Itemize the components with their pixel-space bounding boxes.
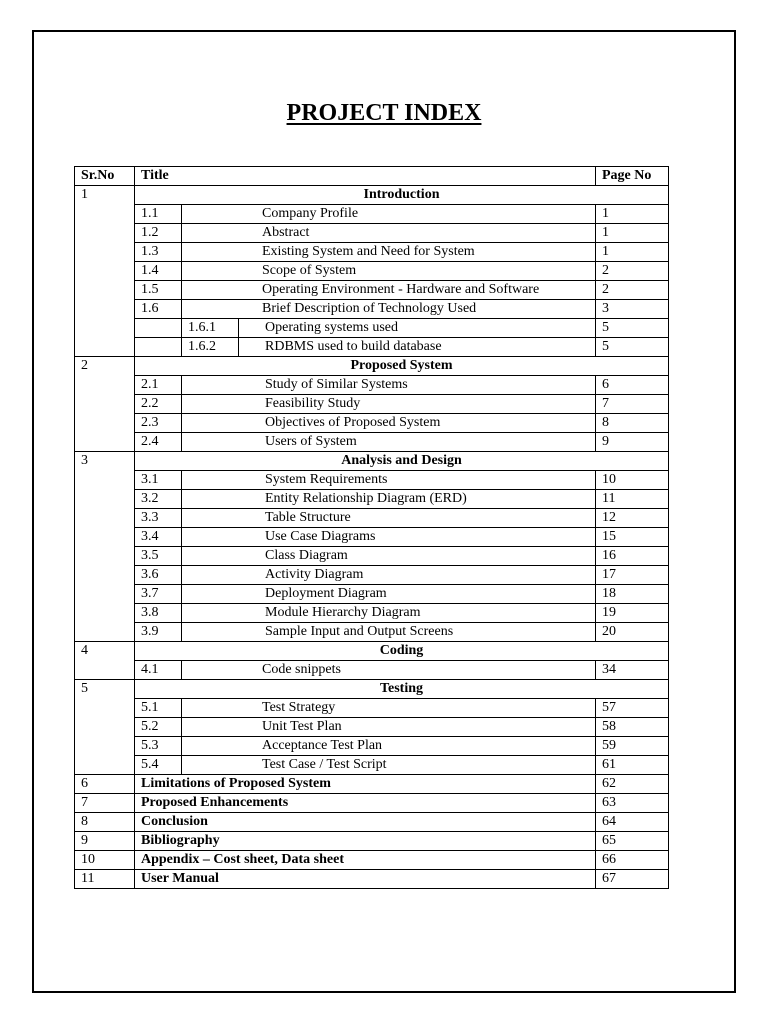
section-title: Conclusion [135, 813, 596, 832]
item-number: 3.2 [135, 490, 182, 509]
table-row [75, 566, 669, 585]
item-number: 5.3 [135, 737, 182, 756]
section-row [75, 357, 669, 376]
table-row [75, 414, 669, 433]
section-title: Bibliography [135, 832, 596, 851]
item-number: 5.2 [135, 718, 182, 737]
item-number: 1.1 [135, 205, 182, 224]
section-row [75, 186, 669, 205]
section-title: Coding [135, 642, 669, 661]
item-title: Entity Relationship Diagram (ERD) [182, 490, 596, 509]
table-row [75, 528, 669, 547]
item-page: 19 [596, 604, 669, 623]
section-title: User Manual [135, 870, 596, 889]
section-number: 1 [75, 186, 135, 205]
item-number: 3.5 [135, 547, 182, 566]
table-row [75, 205, 669, 224]
item-title: Brief Description of Technology Used [182, 300, 596, 319]
table-row [75, 395, 669, 414]
section-row [75, 642, 669, 661]
section-title: Appendix – Cost sheet, Data sheet [135, 851, 596, 870]
item-page: 59 [596, 737, 669, 756]
item-page: 5 [596, 338, 669, 357]
item-number: 2.1 [135, 376, 182, 395]
item-number: 1.3 [135, 243, 182, 262]
item-title: Sample Input and Output Screens [182, 623, 596, 642]
item-title: Feasibility Study [182, 395, 596, 414]
item-title: Class Diagram [182, 547, 596, 566]
section-number: 3 [75, 452, 135, 471]
item-page: 16 [596, 547, 669, 566]
item-page: 17 [596, 566, 669, 585]
item-page: 3 [596, 300, 669, 319]
item-title: Use Case Diagrams [182, 528, 596, 547]
item-title: Deployment Diagram [182, 585, 596, 604]
item-title: Scope of System [182, 262, 596, 281]
table-row [75, 433, 669, 452]
item-title: Module Hierarchy Diagram [182, 604, 596, 623]
item-page: 18 [596, 585, 669, 604]
section-number: 4 [75, 642, 135, 661]
item-page: 6 [596, 376, 669, 395]
table-row [75, 338, 669, 357]
subitem-title: RDBMS used to build database [265, 339, 442, 354]
table-row [75, 300, 669, 319]
item-title: Activity Diagram [182, 566, 596, 585]
item-page: 66 [596, 851, 669, 870]
item-page: 58 [596, 718, 669, 737]
item-title: Code snippets [182, 661, 596, 680]
table-row [75, 718, 669, 737]
item-page: 8 [596, 414, 669, 433]
section-number: 6 [75, 775, 135, 794]
table-row [75, 775, 669, 794]
item-title: Objectives of Proposed System [182, 414, 596, 433]
item-number: 3.8 [135, 604, 182, 623]
item-page: 2 [596, 281, 669, 300]
item-page: 63 [596, 794, 669, 813]
item-number: 1.5 [135, 281, 182, 300]
item-page: 20 [596, 623, 669, 642]
header-title: Title [135, 167, 596, 186]
table-row [75, 262, 669, 281]
item-number: 1.2 [135, 224, 182, 243]
section-number: 10 [75, 851, 135, 870]
item-title: System Requirements [182, 471, 596, 490]
table-row [75, 376, 669, 395]
item-title: Company Profile [182, 205, 596, 224]
item-number: 2.2 [135, 395, 182, 414]
table-row [75, 832, 669, 851]
subitem-title: Operating systems used [265, 320, 398, 335]
section-row [75, 680, 669, 699]
item-number: 3.3 [135, 509, 182, 528]
item-page: 2 [596, 262, 669, 281]
subitem-number: 1.6.2 [182, 338, 239, 356]
page-title: PROJECT INDEX [286, 100, 482, 126]
section-title: Proposed Enhancements [135, 794, 596, 813]
item-title: Study of Similar Systems [182, 376, 596, 395]
table-row [75, 547, 669, 566]
table-row [75, 756, 669, 775]
index-table [74, 166, 669, 889]
item-page: 1 [596, 205, 669, 224]
item-page: 57 [596, 699, 669, 718]
item-page: 62 [596, 775, 669, 794]
table-row [75, 851, 669, 870]
item-number: 4.1 [135, 661, 182, 680]
item-number: 3.4 [135, 528, 182, 547]
table-row [75, 870, 669, 889]
item-title: Test Case / Test Script [182, 756, 596, 775]
section-row [75, 452, 669, 471]
item-page: 67 [596, 870, 669, 889]
table-row [75, 623, 669, 642]
item-number: 5.1 [135, 699, 182, 718]
item-number: 5.4 [135, 756, 182, 775]
section-number: 7 [75, 794, 135, 813]
table-row [75, 794, 669, 813]
section-number: 9 [75, 832, 135, 851]
item-title: Existing System and Need for System [182, 243, 596, 262]
section-title: Introduction [135, 186, 669, 205]
item-page: 1 [596, 243, 669, 262]
section-title: Testing [135, 680, 669, 699]
section-number: 5 [75, 680, 135, 699]
item-page: 5 [596, 319, 669, 338]
table-row [75, 281, 669, 300]
section-title: Analysis and Design [135, 452, 669, 471]
item-number: 3.1 [135, 471, 182, 490]
section-number: 11 [75, 870, 135, 889]
table-row [75, 319, 669, 338]
item-page: 11 [596, 490, 669, 509]
item-title: Acceptance Test Plan [182, 737, 596, 756]
item-title: Unit Test Plan [182, 718, 596, 737]
item-page: 65 [596, 832, 669, 851]
table-row [75, 585, 669, 604]
item-number: 3.6 [135, 566, 182, 585]
item-number: 2.3 [135, 414, 182, 433]
header-sr: Sr.No [75, 167, 135, 186]
item-title: Abstract [182, 224, 596, 243]
item-page: 9 [596, 433, 669, 452]
section-number: 8 [75, 813, 135, 832]
item-page: 1 [596, 224, 669, 243]
table-row [75, 699, 669, 718]
section-number: 2 [75, 357, 135, 376]
item-number: 3.9 [135, 623, 182, 642]
item-title: Table Structure [182, 509, 596, 528]
item-page: 7 [596, 395, 669, 414]
table-row [75, 661, 669, 680]
item-page: 61 [596, 756, 669, 775]
item-page: 12 [596, 509, 669, 528]
table-row [75, 813, 669, 832]
subitem-number: 1.6.1 [182, 319, 239, 337]
table-row [75, 737, 669, 756]
table-row [75, 509, 669, 528]
table-header-row [75, 167, 669, 186]
table-row [75, 243, 669, 262]
table-row [75, 490, 669, 509]
header-page: Page No [596, 167, 669, 186]
item-page: 15 [596, 528, 669, 547]
item-page: 10 [596, 471, 669, 490]
item-number: 3.7 [135, 585, 182, 604]
item-page: 64 [596, 813, 669, 832]
section-title: Proposed System [135, 357, 669, 376]
table-row [75, 604, 669, 623]
item-page: 34 [596, 661, 669, 680]
section-title: Limitations of Proposed System [135, 775, 596, 794]
item-title: Test Strategy [182, 699, 596, 718]
item-title: Users of System [182, 433, 596, 452]
table-row [75, 224, 669, 243]
table-row [75, 471, 669, 490]
item-number: 1.6 [135, 300, 182, 319]
item-number: 2.4 [135, 433, 182, 452]
item-title: Operating Environment - Hardware and Software [182, 281, 596, 300]
item-number: 1.4 [135, 262, 182, 281]
